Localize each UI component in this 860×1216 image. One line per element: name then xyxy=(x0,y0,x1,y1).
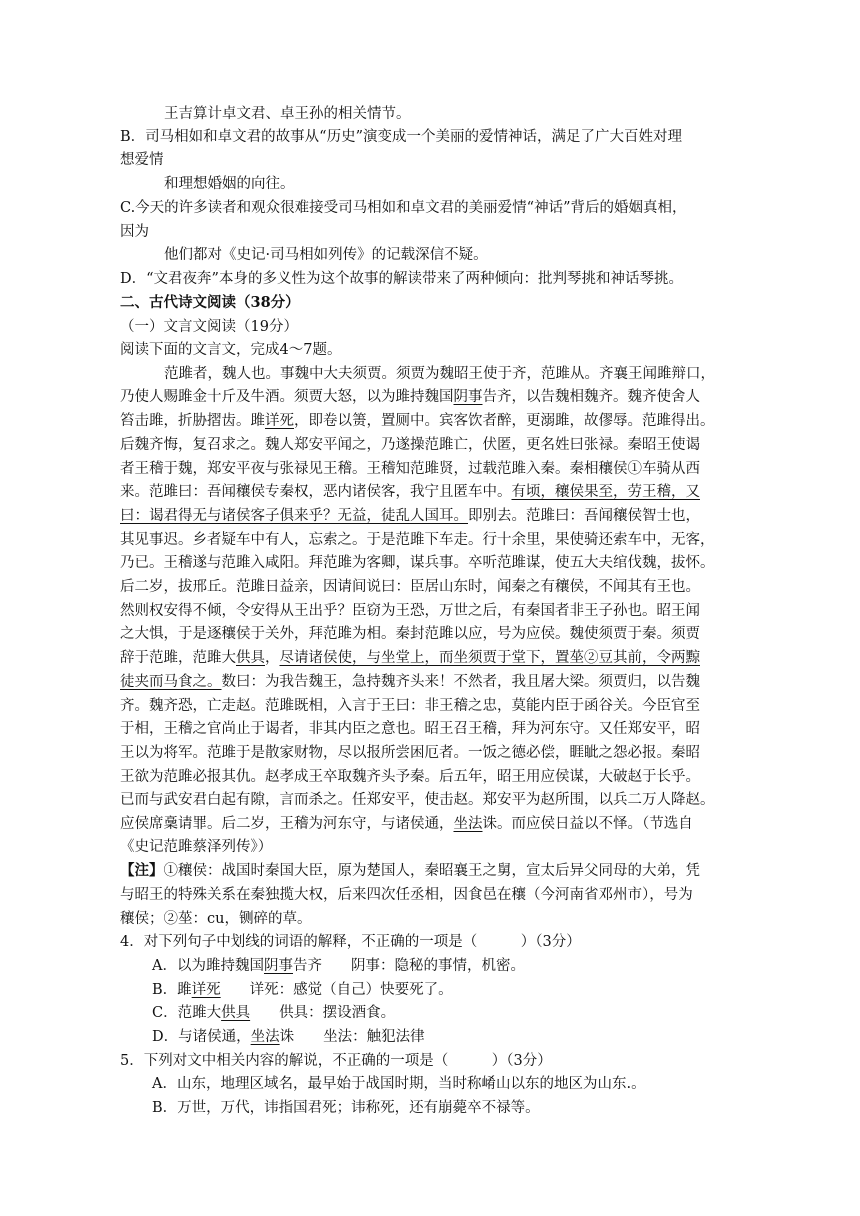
text-line: 想爱情 xyxy=(120,152,164,168)
note-line: 与昭王的特殊关系在秦独揽大权，后来四次任丞相，因食邑在穰（今河南省邓州市），号为 xyxy=(120,887,693,903)
text-line: 他们都对《史记·司马相如列传》的记载深信不疑。 xyxy=(164,247,488,263)
text-line: 和理想婚姻的向往。 xyxy=(164,176,295,192)
text-line: D．“文君夜奔”本身的多义性为这个故事的解读带来了两种倾向：批判琴挑和神话琴挑。 xyxy=(120,271,683,287)
passage-line: 范雎者，魏人也。事魏中大夫须贾。须贾为魏昭王使于齐，范雎从。齐襄王闻雎辩口， xyxy=(164,366,715,382)
question-5: 5．下列对文中相关内容的解说，不正确的一项是（ ）（3分） xyxy=(120,1053,552,1069)
passage-line: 王欲为范雎必报其仇。赵孝成王卒取魏齐头予秦。后五年，昭王用应侯谋，大破赵于长乎。 xyxy=(120,769,700,785)
text-line: B．司马相如和卓文君的故事从“历史”演变成一个美丽的爱情神话，满足了广大百姓对理 xyxy=(120,129,682,145)
passage-line: 辞于范雎，范雎大供具，尽请诸侯使，与坐堂上，而坐须贾于堂下，置莝②豆其前，令两黥 xyxy=(120,650,700,666)
subsection-heading: （一）文言文阅读（19分） xyxy=(120,319,298,335)
passage-line: 其见事迟。乡者疑车中有人，忘索之。于是范雎下车走。行十余里，果使骑还索车中，无客， xyxy=(120,532,715,548)
question-5-option-b: B．万世，万代，讳指国君死；讳称死，还有崩薨卒不禄等。 xyxy=(152,1100,540,1116)
passage-line: 后二岁，拔邢丘。范雎日益亲，因请间说曰：臣居山东时，闻秦之有穰侯，不闻其有王也。 xyxy=(120,579,700,595)
passage-line: 王以为将军。范雎于是散家财物，尽以报所尝困厄者。一饭之德必偿，睚眦之怨必报。秦昭 xyxy=(120,745,700,761)
note-line: 穰侯；②莝：cu，铡碎的草。 xyxy=(120,911,312,927)
question-4: 4．对下列句子中划线的词语的解释，不正确的一项是（ ）（3分） xyxy=(120,934,581,950)
passage-line: 曰：谒君得无与诸侯客子俱来乎？无益，徒乱人国耳。即别去。范雎曰：吾闻穰侯智士也， xyxy=(120,508,700,524)
passage-line: 徒夹而马食之。数曰：为我告魏王，急持魏齐头来！不然者，我且屠大梁。须贾归，以告魏 xyxy=(120,674,700,690)
passage-line: 之大惧，于是逐穰侯于关外，拜范雎为相。秦封范雎以应，号为应侯。魏使须贾于秦。须贾 xyxy=(120,626,700,642)
passage-line: 应侯席稾请罪。后二岁，王稽为河东守，与诸侯通，坐法诛。而应侯日益以不怿。（节选自 xyxy=(120,816,693,832)
question-4-option-c: C．范雎大供具 供具：摆设酒食。 xyxy=(152,1005,396,1021)
text-line: 因为 xyxy=(120,224,149,240)
instruction-line: 阅读下面的文言文，完成4～7题。 xyxy=(120,342,342,358)
question-4-option-a: A．以为雎持魏国阴事告齐 阴事：隐秘的事情，机密。 xyxy=(152,958,525,974)
passage-line: 来。范雎曰：吾闻穰侯专秦权，恶内诸侯客，我宁且匿车中。有顷，穰侯果至，劳王稽，又 xyxy=(120,484,700,500)
question-5-option-a: A．山东，地理区域名，最早始于战国时期，当时称崤山以东的地区为山东.。 xyxy=(152,1076,646,1092)
text-line: 王吉算计卓文君、卓王孙的相关情节。 xyxy=(164,106,411,122)
note-line: 【注】①穰侯：战国时秦国大臣，原为楚国人，秦昭襄王之舅，宣太后异父同母的大弟，凭 xyxy=(120,862,700,879)
passage-line: 然则权安得不倾，令安得从王出乎？臣窃为王恐，万世之后，有秦国者非王子孙也。昭王闻 xyxy=(120,603,700,619)
text-line: C.今天的许多读者和观众很难接受司马相如和卓文君的美丽爱情“神话”背后的婚姻真相， xyxy=(120,200,687,216)
question-4-option-d: D．与诸侯通，坐法诛 坐法：触犯法律 xyxy=(152,1029,425,1045)
passage-line: 于相，王稽之官尚止于谒者，非其内臣之意也。昭王召王稽，拜为河东守。又任郑安平，昭 xyxy=(120,721,700,737)
passage-line: 后魏齐悔，复召求之。魏人郑安平闻之，乃遂操范雎亡，伏匿，更名姓曰张禄。秦昭王使谒 xyxy=(120,437,700,453)
passage-line: 者王稽于魏，郑安平夜与张禄见王稽。王稽知范雎贤，过载范雎入秦。秦相穰侯①车骑从西 xyxy=(120,461,700,477)
source-line: 《史记范雎蔡泽列传》） xyxy=(120,839,273,855)
passage-line: 已而与武安君白起有隙，言而杀之。任郑安平，使击赵。郑安平为赵所围，以兵二万人降赵。 xyxy=(120,792,715,808)
section-heading: 二、古代诗文阅读（38分） xyxy=(120,294,300,311)
question-4-option-b: B．雎详死 详死：感觉（自己）快要死了。 xyxy=(152,982,453,998)
passage-line: 乃已。王稽遂与范雎入咸阳。拜范雎为客卿，谋兵事。卒听范雎谋，使五大夫绾伐魏，拔怀。 xyxy=(120,555,715,571)
passage-line: 乃使人赐雎金十斤及牛酒。须贾大怒，以为雎持魏国阴事告齐，以告魏相魏齐。魏齐使舍人 xyxy=(120,389,700,405)
passage-line: 齐。魏齐恐，亡走赵。范雎既相，入言于王曰：非王稽之忠，莫能内臣于函谷关。今臣官至 xyxy=(120,698,700,714)
passage-line: 笞击雎，折胁摺齿。雎详死，即卷以箦，置厕中。宾客饮者醉，更溺雎，故僇辱。范雎得出。 xyxy=(120,413,715,429)
